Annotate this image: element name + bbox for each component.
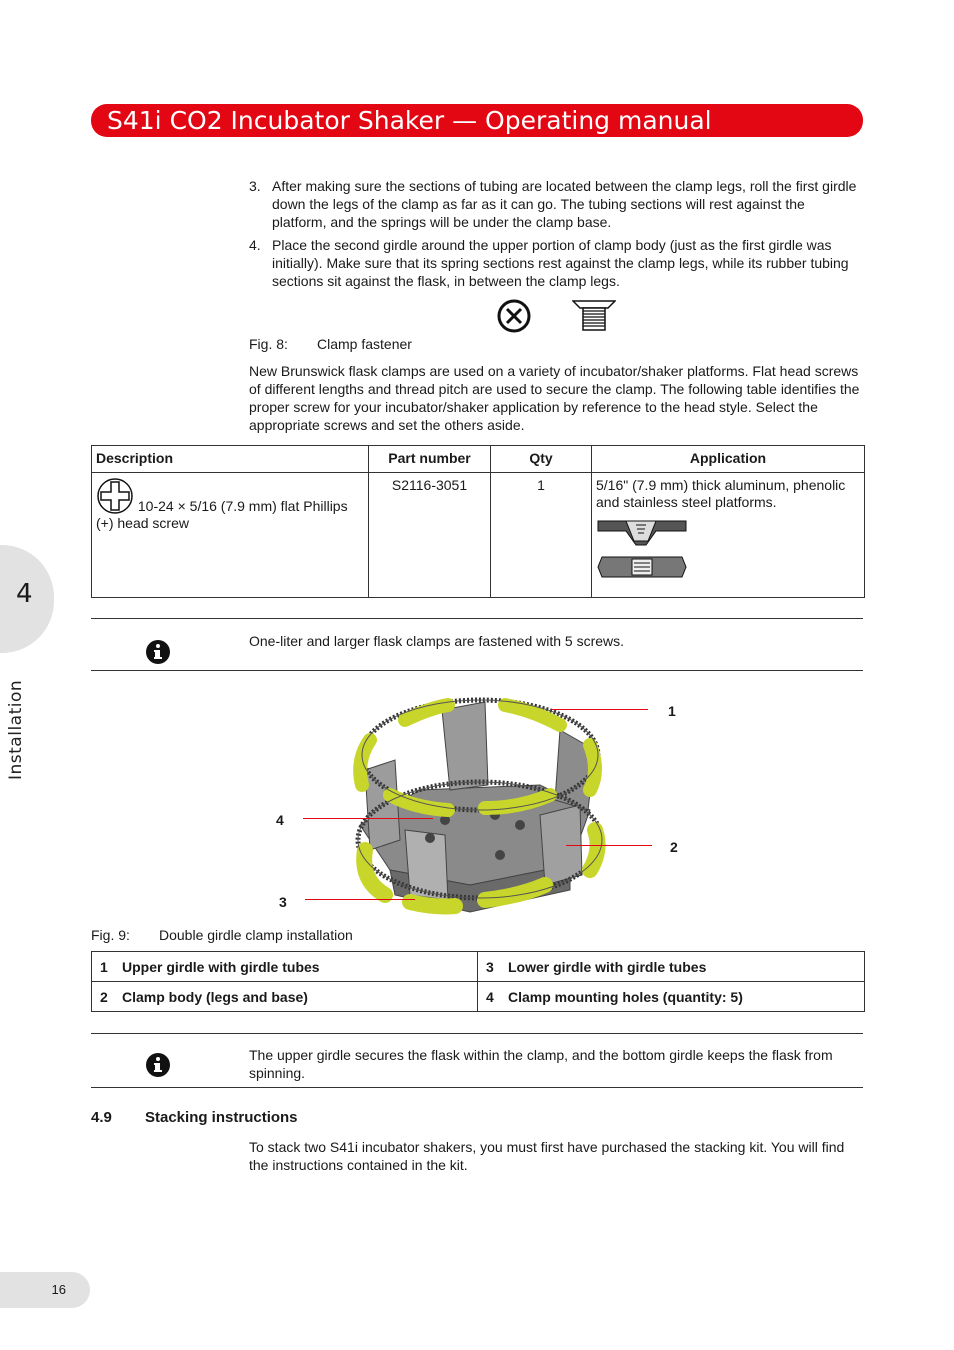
note1-bottom-rule bbox=[91, 670, 863, 671]
legend-item bbox=[478, 952, 865, 982]
section-body: To stack two S41i incubator shakers, you must first have purchased the stacking kit. You will find the instructions contained in the kit. bbox=[249, 1139, 845, 1173]
header-qty: Qty bbox=[491, 446, 592, 473]
header-description: Description bbox=[92, 446, 369, 473]
step-number: 3. bbox=[249, 178, 261, 194]
legend-number: 2 bbox=[100, 988, 108, 1005]
callout-label-2: 2 bbox=[670, 839, 678, 855]
callout-line-3 bbox=[305, 899, 415, 900]
fig8-caption-text: Clamp fastener bbox=[317, 336, 412, 352]
callout-label-4: 4 bbox=[276, 812, 284, 828]
chapter-side-label: Installation bbox=[6, 679, 26, 780]
table-header-row bbox=[92, 446, 865, 473]
note2-text: The upper girdle secures the flask within the clamp, and the bottom girdle keeps the flask from spinning. bbox=[249, 1047, 833, 1081]
table-row bbox=[92, 952, 865, 982]
application-text: 5/16" (7.9 mm) thick aluminum, phenolic and stainless steel platforms. bbox=[596, 477, 846, 510]
legend-label: Clamp mounting holes (quantity: 5) bbox=[508, 988, 743, 1005]
fig9-caption-text: Double girdle clamp installation bbox=[159, 927, 353, 943]
header-part-number: Part number bbox=[369, 446, 491, 473]
legend-number: 4 bbox=[486, 988, 494, 1005]
note2-top-rule bbox=[91, 1033, 863, 1034]
section-title: Stacking instructions bbox=[145, 1109, 298, 1126]
cross-screw-head-icon bbox=[496, 298, 532, 334]
legend-label: Upper girdle with girdle tubes bbox=[122, 958, 320, 975]
callout-line-4 bbox=[303, 818, 433, 819]
phillips-head-icon bbox=[96, 477, 134, 515]
fig9-number: Fig. 9: bbox=[91, 927, 130, 943]
step-text: Place the second girdle around the upper portion of clamp body (just as the first girdle was initially). Make sure that its spring sections rest against the clamp legs, while its rubber tubing sections sit against the flask, in between the clamp legs. bbox=[272, 237, 849, 289]
page-number: 16 bbox=[0, 1272, 90, 1308]
legend-item bbox=[92, 952, 478, 982]
screw-description: 10-24 × 5/16 (7.9 mm) flat Phillips (+) head screw bbox=[96, 498, 348, 531]
step-item bbox=[249, 236, 863, 290]
callout-label-1: 1 bbox=[668, 703, 676, 719]
fig8-number: Fig. 8: bbox=[249, 336, 288, 352]
callout-line-2 bbox=[566, 845, 652, 846]
intro-paragraph: New Brunswick flask clamps are used on a variety of incubator/shaker platforms. Flat head screws of different lengths and thread pitch are used to secure the clamp. The following table identifies the proper screw for your incubator/shaker application by reference to the head style. Select the appropriate screws and set the others aside. bbox=[249, 363, 860, 433]
table-row bbox=[92, 473, 865, 598]
step-number: 4. bbox=[249, 237, 261, 253]
manual-title-banner: S41i CO2 Incubator Shaker — Operating manual bbox=[91, 104, 863, 137]
fig8-caption bbox=[249, 336, 412, 352]
chapter-number: 4 bbox=[16, 579, 33, 609]
step-text: After making sure the sections of tubing are located between the clamp legs, roll the first girdle down the legs of the clamp as far as it can go. The tubing sections will rest against the platform, and the springs will be under the clamp base. bbox=[272, 178, 857, 230]
cell-application bbox=[592, 473, 865, 598]
cell-qty: 1 bbox=[491, 473, 592, 598]
chapter-tab bbox=[0, 545, 54, 653]
note2-bottom-rule bbox=[91, 1087, 863, 1088]
legend-item bbox=[92, 982, 478, 1012]
legend-table bbox=[91, 951, 865, 1012]
legend-label: Clamp body (legs and base) bbox=[122, 988, 308, 1005]
note1-text: One-liter and larger flask clamps are fastened with 5 screws. bbox=[249, 633, 625, 649]
section-number: 4.9 bbox=[91, 1109, 112, 1126]
flat-head-screw-icon bbox=[572, 300, 616, 332]
callout-line-1 bbox=[552, 709, 648, 710]
step-item bbox=[249, 177, 863, 231]
legend-number: 1 bbox=[100, 958, 108, 975]
fig9-caption bbox=[91, 927, 353, 943]
legend-item bbox=[478, 982, 865, 1012]
flat-platform-icon bbox=[596, 555, 688, 581]
info-icon bbox=[146, 1053, 170, 1077]
cell-part-number: S2116-3051 bbox=[369, 473, 491, 598]
callout-label-3: 3 bbox=[279, 894, 287, 910]
screw-table bbox=[91, 445, 865, 598]
cell-description bbox=[92, 473, 369, 598]
legend-label: Lower girdle with girdle tubes bbox=[508, 958, 707, 975]
info-icon bbox=[146, 640, 170, 664]
double-girdle-clamp-illustration bbox=[270, 690, 690, 925]
note1-top-rule bbox=[91, 618, 863, 619]
countersunk-platform-icon bbox=[596, 515, 688, 549]
steps-list bbox=[249, 177, 863, 295]
legend-number: 3 bbox=[486, 958, 494, 975]
header-application: Application bbox=[592, 446, 865, 473]
table-row bbox=[92, 982, 865, 1012]
